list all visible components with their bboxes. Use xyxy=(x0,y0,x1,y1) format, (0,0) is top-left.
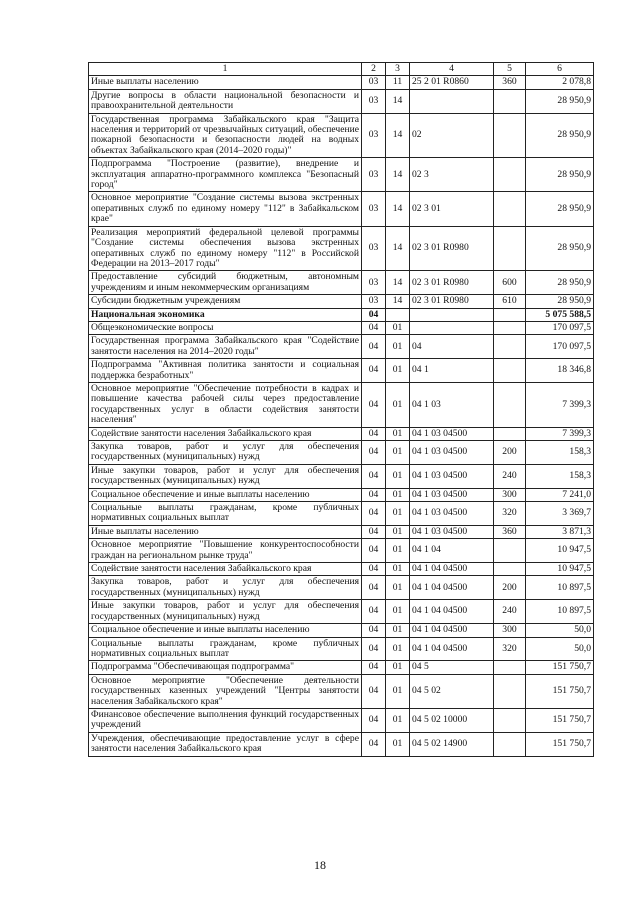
subsection-code-cell: 11 xyxy=(386,76,410,89)
target-article-cell: 02 3 01 R0980 xyxy=(410,226,494,271)
table-row xyxy=(89,732,594,756)
amount-cell: 10 947,5 xyxy=(526,539,594,563)
amount-cell: 170 097,5 xyxy=(526,321,594,334)
section-code-cell: 04 xyxy=(362,732,386,756)
subsection-code-cell: 01 xyxy=(386,624,410,637)
amount-cell: 151 750,7 xyxy=(526,674,594,708)
section-code-cell: 04 xyxy=(362,661,386,674)
section-code-cell: 04 xyxy=(362,525,386,538)
table-row xyxy=(89,441,594,465)
amount-cell: 28 950,9 xyxy=(526,158,594,192)
subsection-code-cell: 14 xyxy=(386,158,410,192)
expense-type-cell xyxy=(494,308,526,321)
expense-type-cell: 360 xyxy=(494,525,526,538)
amount-cell: 28 950,9 xyxy=(526,89,594,113)
target-article-cell: 04 1 04 04500 xyxy=(410,600,494,624)
target-article-cell: 04 5 xyxy=(410,661,494,674)
page-number: 18 xyxy=(314,858,326,872)
expense-type-cell xyxy=(494,226,526,271)
subsection-code-cell: 01 xyxy=(386,464,410,488)
amount-cell: 170 097,5 xyxy=(526,335,594,359)
target-article-cell: 04 5 02 xyxy=(410,674,494,708)
table-row xyxy=(89,661,594,674)
expense-type-cell: 360 xyxy=(494,76,526,89)
row-name-cell: Основное мероприятие "Обеспечение деятельности государственных казенных учреждений "Центры занятости населения Забайкальского края" xyxy=(89,674,362,708)
row-name-cell: Финансовое обеспечение выполнения функций государственных учреждений xyxy=(89,708,362,732)
subsection-code-cell: 01 xyxy=(386,708,410,732)
section-code-cell: 04 xyxy=(362,539,386,563)
row-name-cell: Национальная экономика xyxy=(89,308,362,321)
row-name-cell: Государственная программа Забайкальского края "Защита населения и территорий от чрезвычайных ситуаций, обеспечение пожарной безопасности и безопасности людей на водных объектах Забайкальского края (2014–2020 годы)" xyxy=(89,113,362,158)
table-row xyxy=(89,359,594,383)
row-name-cell: Основное мероприятие "Обеспечение потребности в кадрах и повышение качества рабочей силы через предоставление государственных услуг в области содействия занятости населения" xyxy=(89,382,362,427)
expense-type-cell xyxy=(494,335,526,359)
row-name-cell: Учреждения, обеспечивающие предоставление услуг в сфере занятости населения Забайкальского края xyxy=(89,732,362,756)
target-article-cell xyxy=(410,321,494,334)
table-row xyxy=(89,600,594,624)
expense-type-cell: 320 xyxy=(494,637,526,661)
expense-type-cell xyxy=(494,732,526,756)
row-name-cell: Подпрограмма "Построение (развитие), внедрение и эксплуатация аппаратно-программного комплекса "Безопасный город" xyxy=(89,158,362,192)
table-row xyxy=(89,563,594,576)
subsection-code-cell: 14 xyxy=(386,192,410,226)
subsection-code-cell: 01 xyxy=(386,488,410,501)
subsection-code-cell: 01 xyxy=(386,359,410,383)
target-article-cell: 04 1 03 04500 xyxy=(410,525,494,538)
section-code-cell: 04 xyxy=(362,359,386,383)
amount-cell: 7 241,0 xyxy=(526,488,594,501)
section-code-cell: 04 xyxy=(362,624,386,637)
section-code-cell: 04 xyxy=(362,427,386,440)
expense-type-cell xyxy=(494,708,526,732)
subsection-code-cell: 01 xyxy=(386,382,410,427)
target-article-cell: 04 1 03 04500 xyxy=(410,441,494,465)
table-row xyxy=(89,76,594,89)
target-article-cell: 25 2 01 R0860 xyxy=(410,76,494,89)
table-row xyxy=(89,708,594,732)
expense-type-cell xyxy=(494,674,526,708)
section-code-cell: 03 xyxy=(362,192,386,226)
target-article-cell: 02 3 xyxy=(410,158,494,192)
budget-table xyxy=(88,62,594,757)
row-name-cell: Субсидии бюджетным учреждениям xyxy=(89,295,362,308)
expense-type-cell: 240 xyxy=(494,464,526,488)
amount-cell: 3 871,3 xyxy=(526,525,594,538)
amount-cell: 5 075 588,5 xyxy=(526,308,594,321)
target-article-cell: 04 1 03 xyxy=(410,382,494,427)
subsection-code-cell: 01 xyxy=(386,600,410,624)
table-row xyxy=(89,502,594,526)
table-row xyxy=(89,674,594,708)
table-row xyxy=(89,308,594,321)
target-article-cell: 04 1 03 04500 xyxy=(410,488,494,501)
amount-cell: 151 750,7 xyxy=(526,708,594,732)
subsection-code-cell: 14 xyxy=(386,271,410,295)
section-code-cell: 04 xyxy=(362,563,386,576)
row-name-cell: Другие вопросы в области национальной безопасности и правоохранительной деятельности xyxy=(89,89,362,113)
subsection-code-cell: 01 xyxy=(386,502,410,526)
subsection-code-cell: 14 xyxy=(386,113,410,158)
table-row xyxy=(89,427,594,440)
amount-cell: 50,0 xyxy=(526,637,594,661)
expense-type-cell: 600 xyxy=(494,271,526,295)
table-row xyxy=(89,637,594,661)
amount-cell: 28 950,9 xyxy=(526,295,594,308)
column-header: 2 xyxy=(362,63,386,76)
amount-cell: 28 950,9 xyxy=(526,192,594,226)
subsection-code-cell: 14 xyxy=(386,89,410,113)
expense-type-cell xyxy=(494,427,526,440)
section-code-cell: 04 xyxy=(362,382,386,427)
table-row xyxy=(89,158,594,192)
row-name-cell: Основное мероприятие "Повышение конкурентоспособности граждан на региональном рынке труда" xyxy=(89,539,362,563)
table-row xyxy=(89,271,594,295)
section-code-cell: 04 xyxy=(362,464,386,488)
subsection-code-cell: 14 xyxy=(386,226,410,271)
row-name-cell: Иные закупки товаров, работ и услуг для обеспечения государственных (муниципальных) нужд xyxy=(89,464,362,488)
row-name-cell: Общеэкономические вопросы xyxy=(89,321,362,334)
subsection-code-cell xyxy=(386,308,410,321)
expense-type-cell: 300 xyxy=(494,488,526,501)
row-name-cell: Содействие занятости населения Забайкальского края xyxy=(89,563,362,576)
section-code-cell: 04 xyxy=(362,708,386,732)
amount-cell: 158,3 xyxy=(526,441,594,465)
section-code-cell: 04 xyxy=(362,674,386,708)
expense-type-cell xyxy=(494,113,526,158)
row-name-cell: Иные выплаты населению xyxy=(89,525,362,538)
table-row xyxy=(89,464,594,488)
section-code-cell: 03 xyxy=(362,226,386,271)
row-name-cell: Подпрограмма "Активная политика занятости и социальная поддержка безработных" xyxy=(89,359,362,383)
row-name-cell: Содействие занятости населения Забайкальского края xyxy=(89,427,362,440)
target-article-cell: 02 3 01 R0980 xyxy=(410,295,494,308)
expense-type-cell: 300 xyxy=(494,624,526,637)
target-article-cell: 04 1 04 04500 xyxy=(410,563,494,576)
amount-cell: 28 950,9 xyxy=(526,271,594,295)
subsection-code-cell: 01 xyxy=(386,441,410,465)
row-name-cell: Закупка товаров, работ и услуг для обеспечения государственных (муниципальных) нужд xyxy=(89,576,362,600)
row-name-cell: Государственная программа Забайкальского края "Содействие занятости населения на 2014–2020 годы" xyxy=(89,335,362,359)
amount-cell: 50,0 xyxy=(526,624,594,637)
table-row xyxy=(89,488,594,501)
target-article-cell: 04 1 04 04500 xyxy=(410,637,494,661)
amount-cell: 2 078,8 xyxy=(526,76,594,89)
table-row xyxy=(89,192,594,226)
row-name-cell: Социальные выплаты гражданам, кроме публичных нормативных социальных выплат xyxy=(89,637,362,661)
section-code-cell: 04 xyxy=(362,488,386,501)
expense-type-cell: 610 xyxy=(494,295,526,308)
table-row xyxy=(89,321,594,334)
expense-type-cell xyxy=(494,158,526,192)
section-code-cell: 04 xyxy=(362,335,386,359)
section-code-cell: 04 xyxy=(362,600,386,624)
row-name-cell: Социальное обеспечение и иные выплаты населению xyxy=(89,488,362,501)
subsection-code-cell: 01 xyxy=(386,637,410,661)
section-code-cell: 04 xyxy=(362,441,386,465)
row-name-cell: Социальное обеспечение и иные выплаты населению xyxy=(89,624,362,637)
section-code-cell: 03 xyxy=(362,89,386,113)
expense-type-cell xyxy=(494,192,526,226)
table-row xyxy=(89,226,594,271)
amount-cell: 18 346,8 xyxy=(526,359,594,383)
row-name-cell: Основное мероприятие "Создание системы вызова экстренных оперативных служб по единому номеру "112" в Забайкальском крае" xyxy=(89,192,362,226)
expense-type-cell xyxy=(494,382,526,427)
target-article-cell: 04 5 02 14900 xyxy=(410,732,494,756)
target-article-cell: 02 xyxy=(410,113,494,158)
target-article-cell: 04 1 04 xyxy=(410,539,494,563)
row-name-cell: Подпрограмма "Обеспечивающая подпрограмма" xyxy=(89,661,362,674)
subsection-code-cell: 01 xyxy=(386,674,410,708)
subsection-code-cell: 01 xyxy=(386,732,410,756)
amount-cell: 158,3 xyxy=(526,464,594,488)
target-article-cell: 04 1 03 04500 xyxy=(410,502,494,526)
table-row xyxy=(89,89,594,113)
section-code-cell: 04 xyxy=(362,308,386,321)
target-article-cell: 04 1 03 04500 xyxy=(410,464,494,488)
row-name-cell: Реализация мероприятий федеральной целевой программы "Создание системы обеспечения вызова экстренных оперативных служб по единому номеру "112" в Российской Федерации на 2013–2017 годы" xyxy=(89,226,362,271)
expense-type-cell xyxy=(494,661,526,674)
subsection-code-cell: 01 xyxy=(386,525,410,538)
table-row xyxy=(89,295,594,308)
table-header-row xyxy=(89,63,594,76)
row-name-cell: Иные закупки товаров, работ и услуг для обеспечения государственных (муниципальных) нужд xyxy=(89,600,362,624)
expense-type-cell xyxy=(494,563,526,576)
subsection-code-cell: 01 xyxy=(386,335,410,359)
subsection-code-cell: 01 xyxy=(386,321,410,334)
amount-cell: 151 750,7 xyxy=(526,732,594,756)
target-article-cell: 04 1 xyxy=(410,359,494,383)
target-article-cell: 04 5 02 10000 xyxy=(410,708,494,732)
section-code-cell: 03 xyxy=(362,158,386,192)
subsection-code-cell: 01 xyxy=(386,563,410,576)
section-code-cell: 04 xyxy=(362,576,386,600)
table-row xyxy=(89,539,594,563)
column-header: 5 xyxy=(494,63,526,76)
section-code-cell: 03 xyxy=(362,295,386,308)
target-article-cell xyxy=(410,308,494,321)
target-article-cell: 04 xyxy=(410,335,494,359)
subsection-code-cell: 01 xyxy=(386,539,410,563)
column-header: 4 xyxy=(410,63,494,76)
expense-type-cell xyxy=(494,321,526,334)
amount-cell: 151 750,7 xyxy=(526,661,594,674)
expense-type-cell xyxy=(494,359,526,383)
table-row xyxy=(89,525,594,538)
section-code-cell: 04 xyxy=(362,637,386,661)
subsection-code-cell: 01 xyxy=(386,661,410,674)
table-row xyxy=(89,576,594,600)
target-article-cell xyxy=(410,89,494,113)
target-article-cell: 04 1 04 04500 xyxy=(410,624,494,637)
expense-type-cell: 200 xyxy=(494,576,526,600)
amount-cell: 3 369,7 xyxy=(526,502,594,526)
target-article-cell: 04 1 03 04500 xyxy=(410,427,494,440)
expense-type-cell xyxy=(494,539,526,563)
amount-cell: 7 399,3 xyxy=(526,382,594,427)
section-code-cell: 04 xyxy=(362,502,386,526)
column-header: 3 xyxy=(386,63,410,76)
row-name-cell: Социальные выплаты гражданам, кроме публичных нормативных социальных выплат xyxy=(89,502,362,526)
table-row xyxy=(89,113,594,158)
row-name-cell: Предоставление субсидий бюджетным, автономным учреждениям и иным некоммерческим организациям xyxy=(89,271,362,295)
target-article-cell: 04 1 04 04500 xyxy=(410,576,494,600)
target-article-cell: 02 3 01 xyxy=(410,192,494,226)
table-row xyxy=(89,335,594,359)
row-name-cell: Иные выплаты населению xyxy=(89,76,362,89)
section-code-cell: 03 xyxy=(362,76,386,89)
amount-cell: 10 897,5 xyxy=(526,576,594,600)
table-row xyxy=(89,624,594,637)
table-row xyxy=(89,382,594,427)
expense-type-cell: 320 xyxy=(494,502,526,526)
amount-cell: 10 947,5 xyxy=(526,563,594,576)
row-name-cell: Закупка товаров, работ и услуг для обеспечения государственных (муниципальных) нужд xyxy=(89,441,362,465)
section-code-cell: 03 xyxy=(362,271,386,295)
subsection-code-cell: 01 xyxy=(386,576,410,600)
target-article-cell: 02 3 01 R0980 xyxy=(410,271,494,295)
amount-cell: 7 399,3 xyxy=(526,427,594,440)
section-code-cell: 03 xyxy=(362,113,386,158)
subsection-code-cell: 01 xyxy=(386,427,410,440)
section-code-cell: 04 xyxy=(362,321,386,334)
column-header: 1 xyxy=(89,63,362,76)
subsection-code-cell: 14 xyxy=(386,295,410,308)
amount-cell: 28 950,9 xyxy=(526,113,594,158)
expense-type-cell xyxy=(494,89,526,113)
expense-type-cell: 240 xyxy=(494,600,526,624)
amount-cell: 10 897,5 xyxy=(526,600,594,624)
expense-type-cell: 200 xyxy=(494,441,526,465)
amount-cell: 28 950,9 xyxy=(526,226,594,271)
column-header: 6 xyxy=(526,63,594,76)
